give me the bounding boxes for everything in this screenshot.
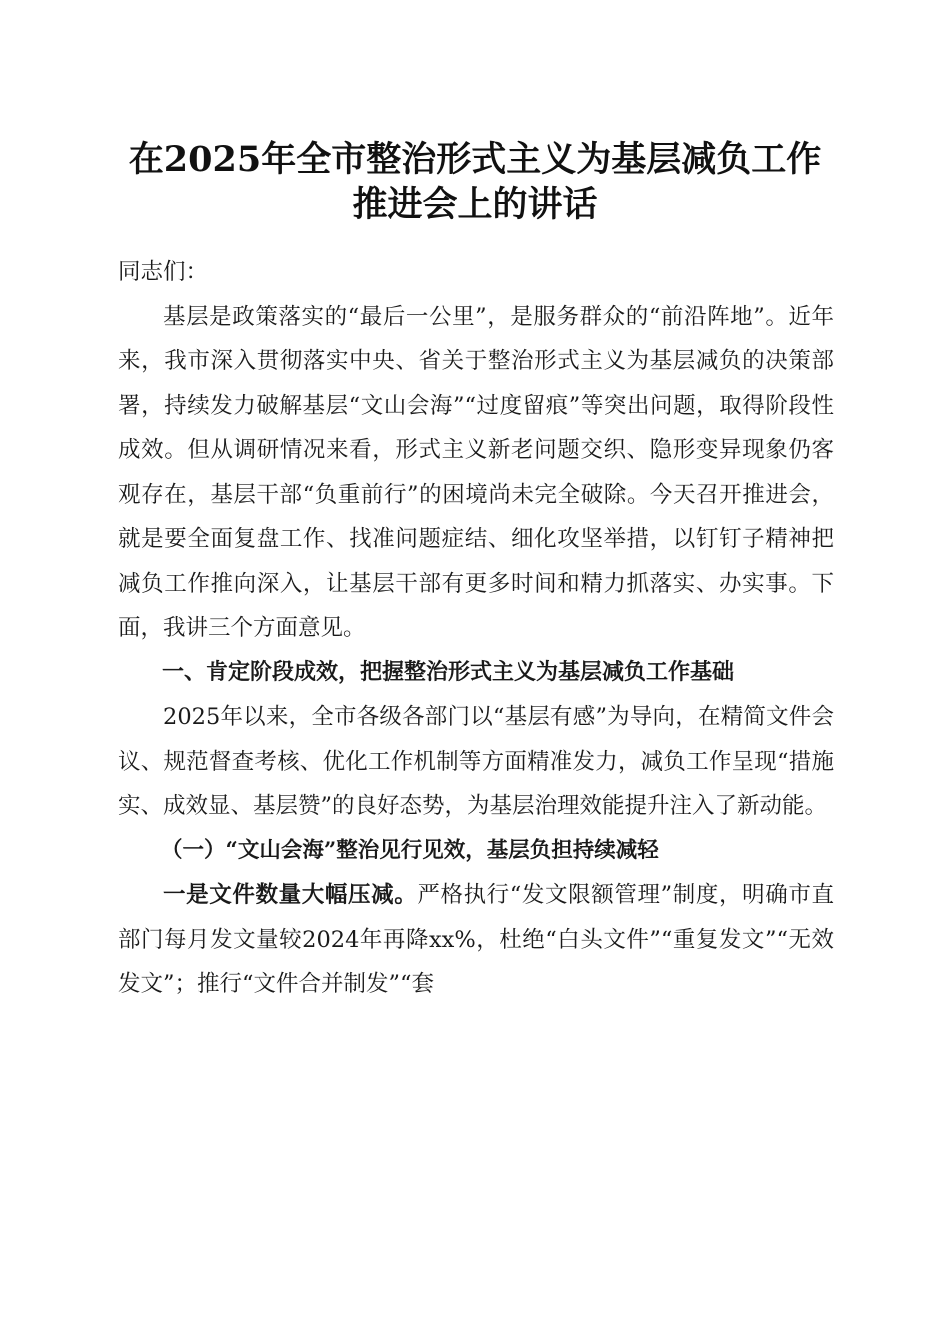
salutation: 同志们：	[118, 259, 209, 285]
intro-paragraph: 基层是政策落实的“最后一公里”，是服务群众的“前沿阵地”。近年来，我市深入贯彻落实中央、省关于整治形式主义为基层减负的决策部署，持续发力破解基层“文山会海”“过度留痕”等突出问题，取得阶段性成效。但从调研情况来看，形式主义新老问题交织、隐形变异现象仍客观存在，基层干部“负重前行”的困境尚未完全破除。今天召开推进会，就是要全面复盘工作、找准问题症结、细化攻坚举措，以钉钉子精神把减负工作推向深入，让基层干部有更多时间和精力抓落实、办实事。下面，我讲三个方面意见。	[118, 303, 834, 641]
document-title-line-1: 在2025年全市整治形式主义为基层减负工作	[128, 139, 822, 180]
point-1-paragraph	[118, 873, 834, 1007]
document-title-line-2: 推进会上的讲话	[352, 184, 598, 225]
section-1-heading: 一、肯定阶段成效，把握整治形式主义为基层减负工作基础	[162, 659, 735, 685]
section-1-paragraph: 2025年以来，全市各级各部门以“基层有感”为导向，在精简文件会议、规范督查考核、优化工作机制等方面精准发力，减负工作呈现“措施实、成效显、基层赞”的良好态势，为基层治理效能提升注入了新动能。	[118, 704, 834, 819]
point-1-text: 严格执行“发文限额管理”制度，明确市直部门每月发文量较2024年再降xx%，杜绝“白头文件”“重复发文”“无效发文”；推行“文件合并制发”“套	[118, 882, 834, 997]
subsection-1-heading: （一）“文山会海”整治见行见效，基层负担持续减轻	[161, 837, 659, 863]
point-1-lead: 一是文件数量大幅压减。	[163, 882, 418, 908]
document-body	[118, 250, 834, 1007]
